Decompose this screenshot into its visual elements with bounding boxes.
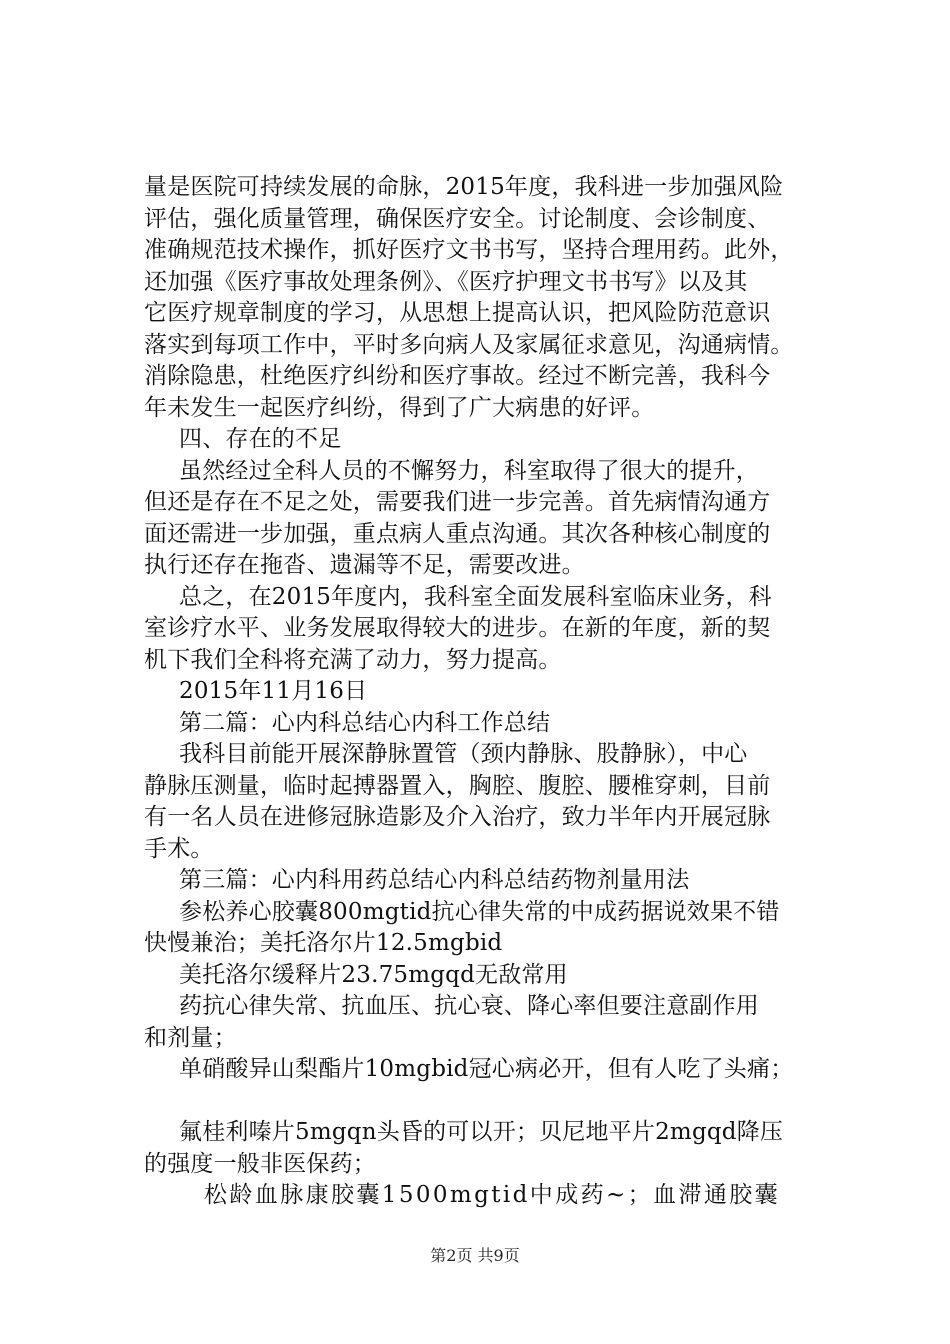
- date-line: 2015年11月16日: [179, 678, 368, 704]
- text-line: 准确规范技术操作，抓好医疗文书书写，坚持合理用药。此外，: [144, 237, 794, 263]
- text-line: 但还是存在不足之处，需要我们进一步完善。首先病情沟通方: [144, 489, 771, 515]
- text-line: 机下我们全科将充满了动力，努力提高。: [144, 646, 562, 673]
- text-line: 它医疗规章制度的学习，从思想上提高认识，把风险防范意识: [144, 300, 771, 326]
- text-line: 快慢兼治；美托洛尔片12.5mgbid: [144, 930, 503, 956]
- text-line: 药抗心律失常、抗血压、抗心衰、降心率但要注意副作用: [179, 993, 759, 1019]
- text-line: 年未发生一起医疗纠纷，得到了广大病患的好评。: [144, 394, 655, 421]
- document-body: [144, 172, 834, 1212]
- text-line: 静脉压测量，临时起搏器置入，胸腔、腹腔、腰椎穿刺，目前: [144, 772, 771, 799]
- section-heading: 第二篇：心内科总结心内科工作总结: [179, 709, 551, 736]
- text-line: 落实到每项工作中，平时多向病人及家属征求意见，沟通病情。: [144, 331, 794, 358]
- text-line: 面还需进一步加强，重点病人重点沟通。其次各种核心制度的: [144, 520, 771, 547]
- blank-line: [144, 1086, 834, 1118]
- text-line: 执行还存在拖沓、遗漏等不足，需要改进。: [144, 552, 585, 578]
- page-footer: 第2页 共9页: [430, 1246, 520, 1265]
- text-line: 参松养心胶囊800mgtid抗心律失常的中成药据说效果不错: [179, 898, 780, 925]
- text-line: 量是医院可持续发展的命脉，2015年度，我科进一步加强风险: [144, 174, 784, 200]
- text-line: 氟桂利嗪片5mgqn头昏的可以开；贝尼地平片2mgqd降压: [179, 1119, 784, 1145]
- text-line: 室诊疗水平、业务发展取得较大的进步。在新的年度，新的契: [144, 615, 771, 641]
- section-heading: 四、存在的不足: [179, 426, 342, 452]
- text-line: 美托洛尔缓释片23.75mgqd无敌常用: [179, 961, 568, 988]
- text-line: 我科目前能开展深静脉置管（颈内静脉、股静脉），中心: [179, 741, 748, 767]
- text-line: 和剂量；: [144, 1024, 237, 1051]
- text-line: 松龄血脉康胶囊1500mgtid中成药~；血滞通胶囊: [204, 1182, 781, 1208]
- text-line: 的强度一般非医保药；: [144, 1150, 376, 1177]
- text-line: 评估，强化质量管理，确保医疗安全。讨论制度、会诊制度、: [144, 205, 771, 232]
- text-line: 单硝酸异山梨酯片10mgbid冠心病必开，但有人吃了头痛；: [179, 1056, 794, 1082]
- text-line: 还加强《医疗事故处理条例》、《医疗护理文书书写》以及其: [144, 268, 748, 295]
- text-line: 虽然经过全科人员的不懈努力，科室取得了很大的提升，: [179, 457, 759, 484]
- text-line: 有一名人员在进修冠脉造影及介入治疗，致力半年内开展冠脉: [144, 804, 771, 830]
- text-line: 总之，在2015年度内，我科室全面发展科室临床业务，科: [179, 583, 772, 610]
- section-heading: 第三篇：心内科用药总结心内科总结药物剂量用法: [179, 867, 690, 893]
- text-line: 消除隐患，杜绝医疗纠纷和医疗事故。经过不断完善，我科今: [144, 363, 771, 389]
- text-line: 手术。: [144, 835, 214, 862]
